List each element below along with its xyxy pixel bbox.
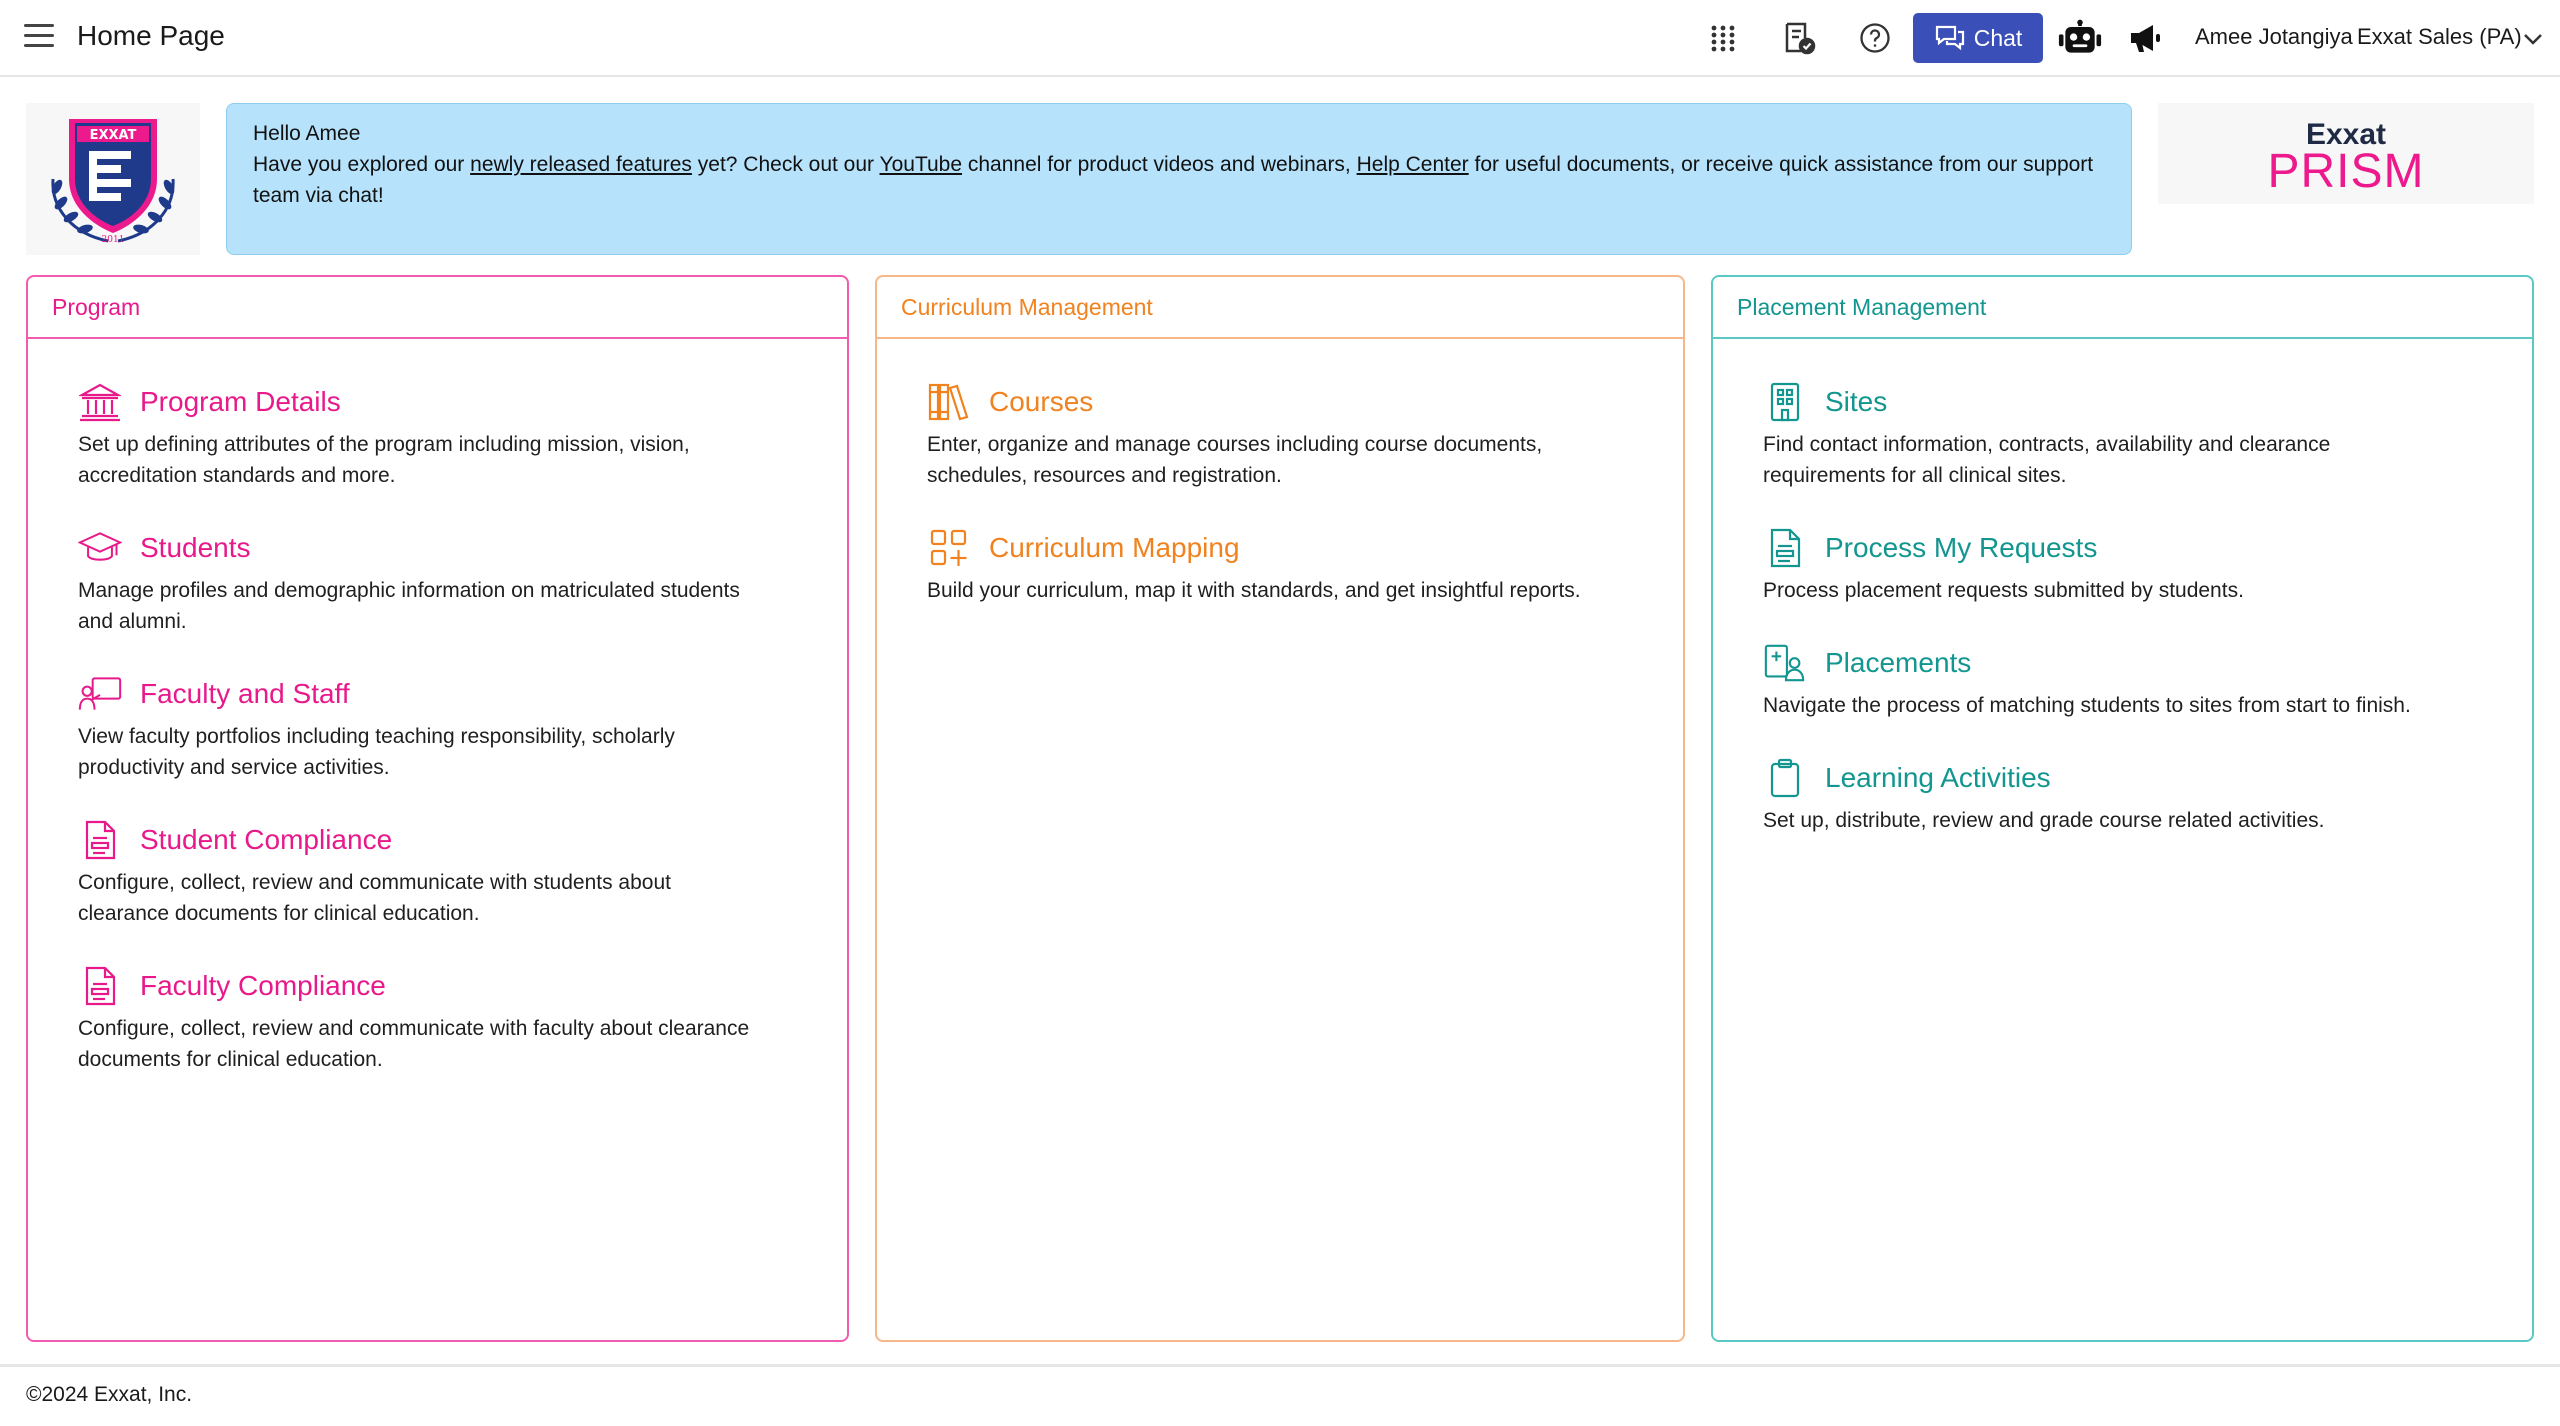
chat-button-label: Chat (1973, 24, 2023, 51)
faculty-compliance-card (78, 965, 797, 1075)
item-description: Set up, distribute, review and grade course related activities. (1763, 809, 2325, 832)
school-logo (26, 103, 200, 255)
footer-divider (0, 1364, 2560, 1367)
faculty-compliance-link[interactable] (78, 965, 797, 1007)
item-description: Navigate the process of matching students to sites from start to finish. (1763, 694, 2411, 717)
faculty-and-staff-card (78, 673, 797, 783)
copyright: ©2024 Exxat, Inc. (26, 1383, 193, 1406)
courses-link[interactable] (927, 381, 1633, 423)
bot-icon[interactable] (2058, 19, 2102, 57)
item-title: Sites (1825, 386, 1888, 417)
newly-released-features-link[interactable]: newly released features (470, 153, 692, 176)
item-description: Build your curriculum, map it with standards, and get insightful reports. (927, 579, 1581, 602)
banner-message: Have you explored our newly released features yet? Check out our YouTube channel for product videos and webinars, Help Center for useful documents, or receive quick assistance from our support team via chat! (253, 153, 2094, 207)
item-description: Process placement requests submitted by students. (1763, 579, 2244, 602)
item-title: Students (140, 532, 251, 563)
students-card (78, 527, 797, 637)
placement-panel-title: Placement Management (1713, 277, 2532, 339)
menu-icon[interactable] (24, 24, 54, 48)
item-title: Student Compliance (140, 824, 393, 855)
greeting: Hello Amee (253, 122, 361, 145)
svg-text:EXXAT: EXXAT (89, 128, 137, 143)
faculty-and-staff-link[interactable] (78, 673, 797, 715)
item-title: Faculty Compliance (140, 970, 386, 1001)
student-compliance-card (78, 819, 797, 929)
item-description: Find contact information, contracts, availability and clearance requirements for all clinical sites. (1763, 433, 2331, 487)
curriculum-panel-title: Curriculum Management (877, 277, 1683, 339)
exxat-prism-logo (2158, 103, 2534, 204)
apps-grid-icon[interactable] (1704, 19, 1742, 57)
item-title: Learning Activities (1825, 762, 2051, 793)
page-title: Home Page (77, 20, 225, 51)
placement-panel (1711, 275, 2534, 1342)
graduation-cap-icon (78, 527, 122, 569)
learning-activities-link[interactable] (1763, 757, 2482, 799)
placements-card (1763, 642, 2482, 721)
item-title: Curriculum Mapping (989, 532, 1240, 563)
students-link[interactable] (78, 527, 797, 569)
chat-button[interactable] (1913, 13, 2043, 63)
courses-card (927, 381, 1633, 491)
program-details-link[interactable] (78, 381, 797, 423)
chevron-down-icon[interactable] (2520, 26, 2546, 52)
item-description: Configure, collect, review and communicate with students about clearance documents for clinical education. (78, 871, 671, 925)
student-compliance-link[interactable] (78, 819, 797, 861)
item-title: Courses (989, 386, 1094, 417)
teacher-board-icon (78, 673, 122, 715)
request-document-icon (1763, 527, 1807, 569)
item-description: Manage profiles and demographic information on matriculated students and alumni. (78, 579, 740, 633)
curriculum-mapping-link[interactable] (927, 527, 1633, 569)
process-my-requests-link[interactable] (1763, 527, 2482, 569)
learning-activities-card (1763, 757, 2482, 836)
item-title: Program Details (140, 386, 341, 417)
sites-link[interactable] (1763, 381, 2482, 423)
welcome-banner (226, 103, 2132, 255)
program-details-card (78, 381, 797, 491)
document-icon (78, 819, 122, 861)
item-description: Set up defining attributes of the program including mission, vision, accreditation standards and more. (78, 433, 690, 487)
placement-match-icon (1763, 642, 1807, 684)
task-check-icon[interactable] (1780, 19, 1818, 57)
brand-line1: Exxat (2305, 117, 2387, 151)
help-icon[interactable] (1856, 19, 1894, 57)
placements-link[interactable] (1763, 642, 2482, 684)
sites-card (1763, 381, 2482, 491)
document-icon (78, 965, 122, 1007)
curriculum-mapping-card (927, 527, 1633, 606)
program-panel (26, 275, 849, 1342)
item-description: Enter, organize and manage courses including course documents, schedules, resources and registration. (927, 433, 1543, 487)
megaphone-icon[interactable] (2126, 19, 2164, 57)
curriculum-panel (875, 275, 1685, 1342)
grid-plus-icon (927, 527, 971, 569)
org-name[interactable]: Exxat Sales (PA) (2357, 24, 2522, 49)
youtube-link[interactable]: YouTube (879, 153, 963, 176)
clipboard-icon (1763, 757, 1807, 799)
program-panel-title: Program (28, 277, 847, 339)
item-title: Placements (1825, 647, 1972, 678)
books-icon (927, 381, 971, 423)
item-title: Faculty and Staff (140, 678, 350, 709)
top-bar (0, 0, 2560, 77)
building-icon (1763, 381, 1807, 423)
institution-icon (78, 381, 122, 423)
item-description: View faculty portfolios including teaching responsibility, scholarly productivity and service activities. (78, 725, 675, 779)
svg-text:2011: 2011 (101, 235, 125, 245)
help-center-link[interactable]: Help Center (1356, 153, 1469, 176)
process-my-requests-card (1763, 527, 2482, 606)
user-name[interactable]: Amee Jotangiya (2195, 24, 2353, 49)
brand-line2: PRISM (2267, 144, 2425, 198)
chat-icon (1934, 24, 1966, 52)
item-description: Configure, collect, review and communicate with faculty about clearance documents for clinical education. (78, 1017, 750, 1071)
item-title: Process My Requests (1825, 532, 2098, 563)
